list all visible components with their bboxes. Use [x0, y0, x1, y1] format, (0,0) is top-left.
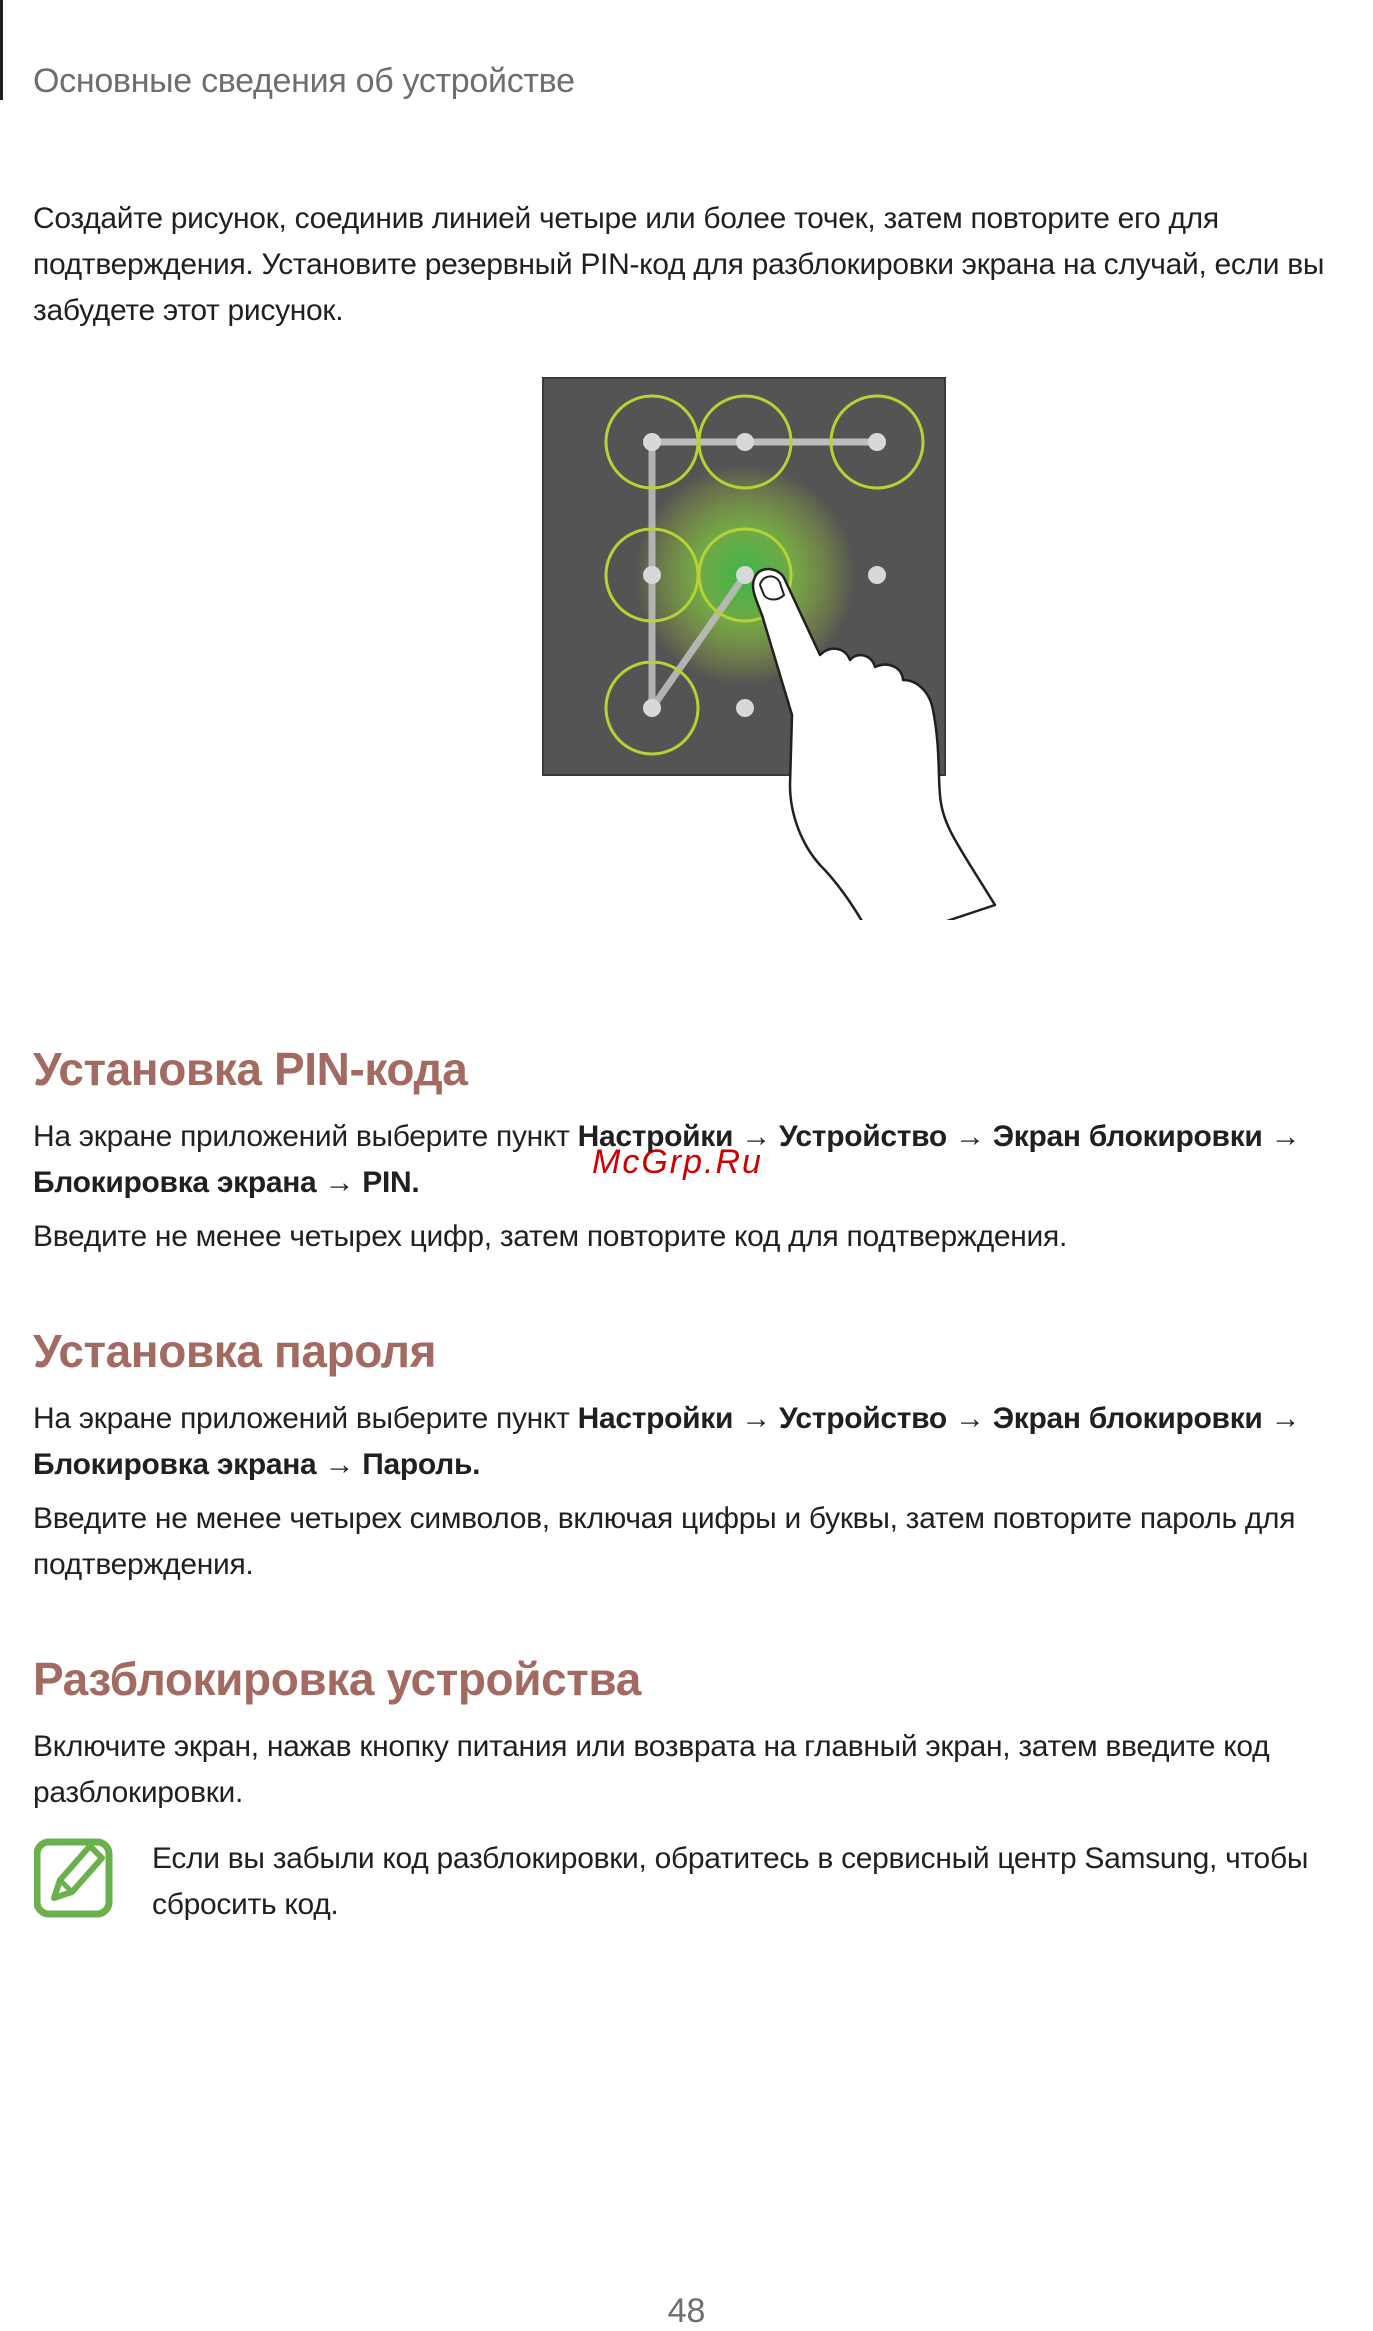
password-instruction: Введите не менее четырех символов, включая цифры и буквы, затем повторите пароль для подтверждения.	[33, 1502, 1296, 1581]
pattern-lock-illustration	[540, 375, 1010, 955]
page-number: 48	[667, 2292, 706, 2330]
pin-section-title: Установка PIN-кода	[33, 1043, 468, 1095]
dot-4	[643, 566, 661, 584]
password-path-paragraph: На экране приложений выберите пункт Настройки → Устройство → Экран блокировки → Блокировка экрана → Пароль.	[33, 1402, 1301, 1481]
dot-6	[868, 566, 886, 584]
dot-1	[643, 433, 661, 451]
intro-line-1: Создайте рисунок, соединив линией четыре или более точек, затем повторите его для	[33, 202, 1219, 235]
password-section-title: Установка пароля	[33, 1325, 437, 1377]
dot-5	[736, 566, 754, 584]
password-step-screen-lock: Блокировка экрана	[33, 1448, 317, 1481]
dot-2	[736, 433, 754, 451]
hand-cover	[860, 920, 1010, 955]
note-text: Если вы забыли код разблокировки, обратитесь в сервисный центр Samsung, чтобы сбросить код.	[152, 1842, 1309, 1921]
dot-7	[643, 699, 661, 717]
pin-step-device: Устройство	[778, 1120, 947, 1153]
intro-line-2: подтверждения. Установите резервный PIN-код для разблокировки экрана на случай, если вы	[33, 248, 1325, 281]
section-header: Основные сведения об устройстве	[33, 62, 575, 100]
password-step-lock-screen: Экран блокировки	[992, 1402, 1263, 1435]
watermark: McGrp.Ru	[592, 1143, 763, 1181]
header-rule	[0, 0, 3, 100]
note-pencil-icon	[34, 1836, 114, 1920]
dot-8	[736, 699, 754, 717]
password-step-device: Устройство	[778, 1402, 947, 1435]
unlock-paragraph: Включите экран, нажав кнопку питания или возврата на главный экран, затем введите код разблокировки.	[33, 1730, 1270, 1809]
pin-instruction: Введите не менее четырех цифр, затем повторите код для подтверждения.	[33, 1220, 1067, 1253]
password-step-password: Пароль.	[362, 1448, 481, 1481]
intro-paragraph	[33, 196, 1324, 334]
pin-step-screen-lock: Блокировка экрана	[33, 1166, 317, 1199]
password-step-settings: Настройки	[577, 1402, 734, 1435]
pin-step-pin: PIN.	[362, 1166, 420, 1199]
unlock-section-title: Разблокировка устройства	[33, 1653, 641, 1705]
pin-path-paragraph: На экране приложений выберите пункт Настройки → Устройство → Экран блокировки → Блокировка экрана → PIN.	[33, 1120, 1301, 1199]
intro-line-3: забудете этот рисунок.	[33, 294, 344, 327]
pin-step-settings: Настройки	[577, 1120, 734, 1153]
pin-step-lock-screen: Экран блокировки	[992, 1120, 1263, 1153]
dot-3	[868, 433, 886, 451]
